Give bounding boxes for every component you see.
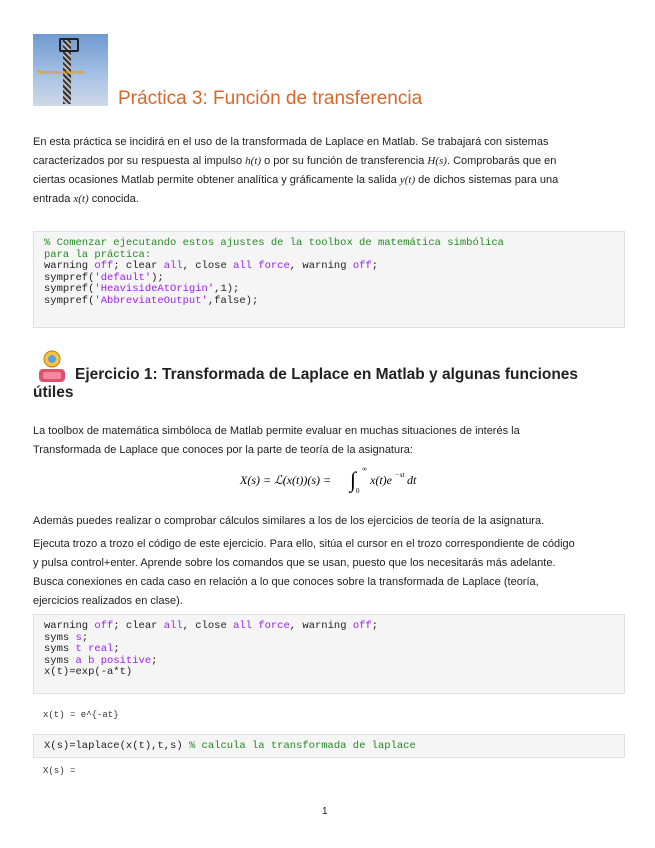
exercise-icon (33, 348, 71, 386)
intro-paragraph (33, 133, 625, 209)
code-block-setup[interactable]: % Comenzar ejecutando estos ajustes de la toolbox de matemática simbólica para la práctica: warning off; clear all, close all force, warning off; sympref('default'); sympref('HeavisideAtOrigin',1); sympref('AbbreviateOutput',false); (33, 231, 625, 328)
svg-text:dt: dt (407, 473, 417, 487)
page-number: 1 (322, 806, 328, 817)
svg-text:0: 0 (356, 487, 360, 494)
exercise-heading-cont: útiles (33, 384, 74, 401)
intro-line: En esta práctica se incidirá en el uso de la transformada de Laplace en Matlab. Se trabajará con sistemas (33, 136, 549, 148)
svg-text:∫: ∫ (350, 467, 357, 492)
page-title: Práctica 3: Función de transferencia (118, 88, 423, 109)
exercise-heading: Ejercicio 1: Transformada de Laplace en Matlab y algunas funciones (75, 366, 579, 383)
svg-text:x(t)e: x(t)e (370, 473, 392, 487)
svg-text:∞: ∞ (362, 465, 367, 473)
laplace-formula (238, 462, 428, 494)
code-block-laplace[interactable]: X(s)=laplace(x(t),t,s) % calcula la transformada de laplace (33, 734, 625, 758)
exercise-paragraph-3: Ejecuta trozo a trozo el código de este ejercicio. Para ello, sitúa el cursor en el trozo correspondiente de código y pulsa control+enter. Aprende sobre los comandos que se usan, puesto que los necesitarás más adelante. Busca conexiones en cada caso en relación a lo que conoces sobre la transformada de Laplace (teoría, ejercicios realizados en clase). (33, 538, 575, 607)
intro-line: caracterizados por su respuesta al impulso h(t) o por su función de transferencia H(s). Comprobarás que en (33, 155, 557, 167)
logo-image (33, 34, 108, 106)
output-x: x(t) = e^{-at} (43, 710, 119, 720)
output-X: X(s) = (43, 766, 76, 776)
code-block-syms[interactable]: warning off; clear all, close all force, warning off; syms s; syms t real; syms a b positive; x(t)=exp(-a*t) (33, 614, 625, 694)
exercise-paragraph-2: Además puedes realizar o comprobar cálculos similares a los de los ejercicios de teoría de la asignatura. (33, 515, 545, 527)
svg-text:X(s) = ℒ(x(t))(s) =: X(s) = ℒ(x(t))(s) = (240, 473, 332, 487)
intro-line: ciertas ocasiones Matlab permite obtener analítica y gráficamente la salida y(t) de dichos sistemas para una (33, 174, 559, 186)
svg-text:−st: −st (395, 471, 405, 479)
intro-line: entrada x(t) conocida. (33, 193, 139, 205)
logo-text: Telecomunicación (37, 70, 85, 76)
exercise-paragraph-1: La toolbox de matemática simbóloca de Matlab permite evaluar en muchas situaciones de interés la Transformada de Laplace que conoces por la parte de teoría de la asignatura: (33, 425, 520, 456)
